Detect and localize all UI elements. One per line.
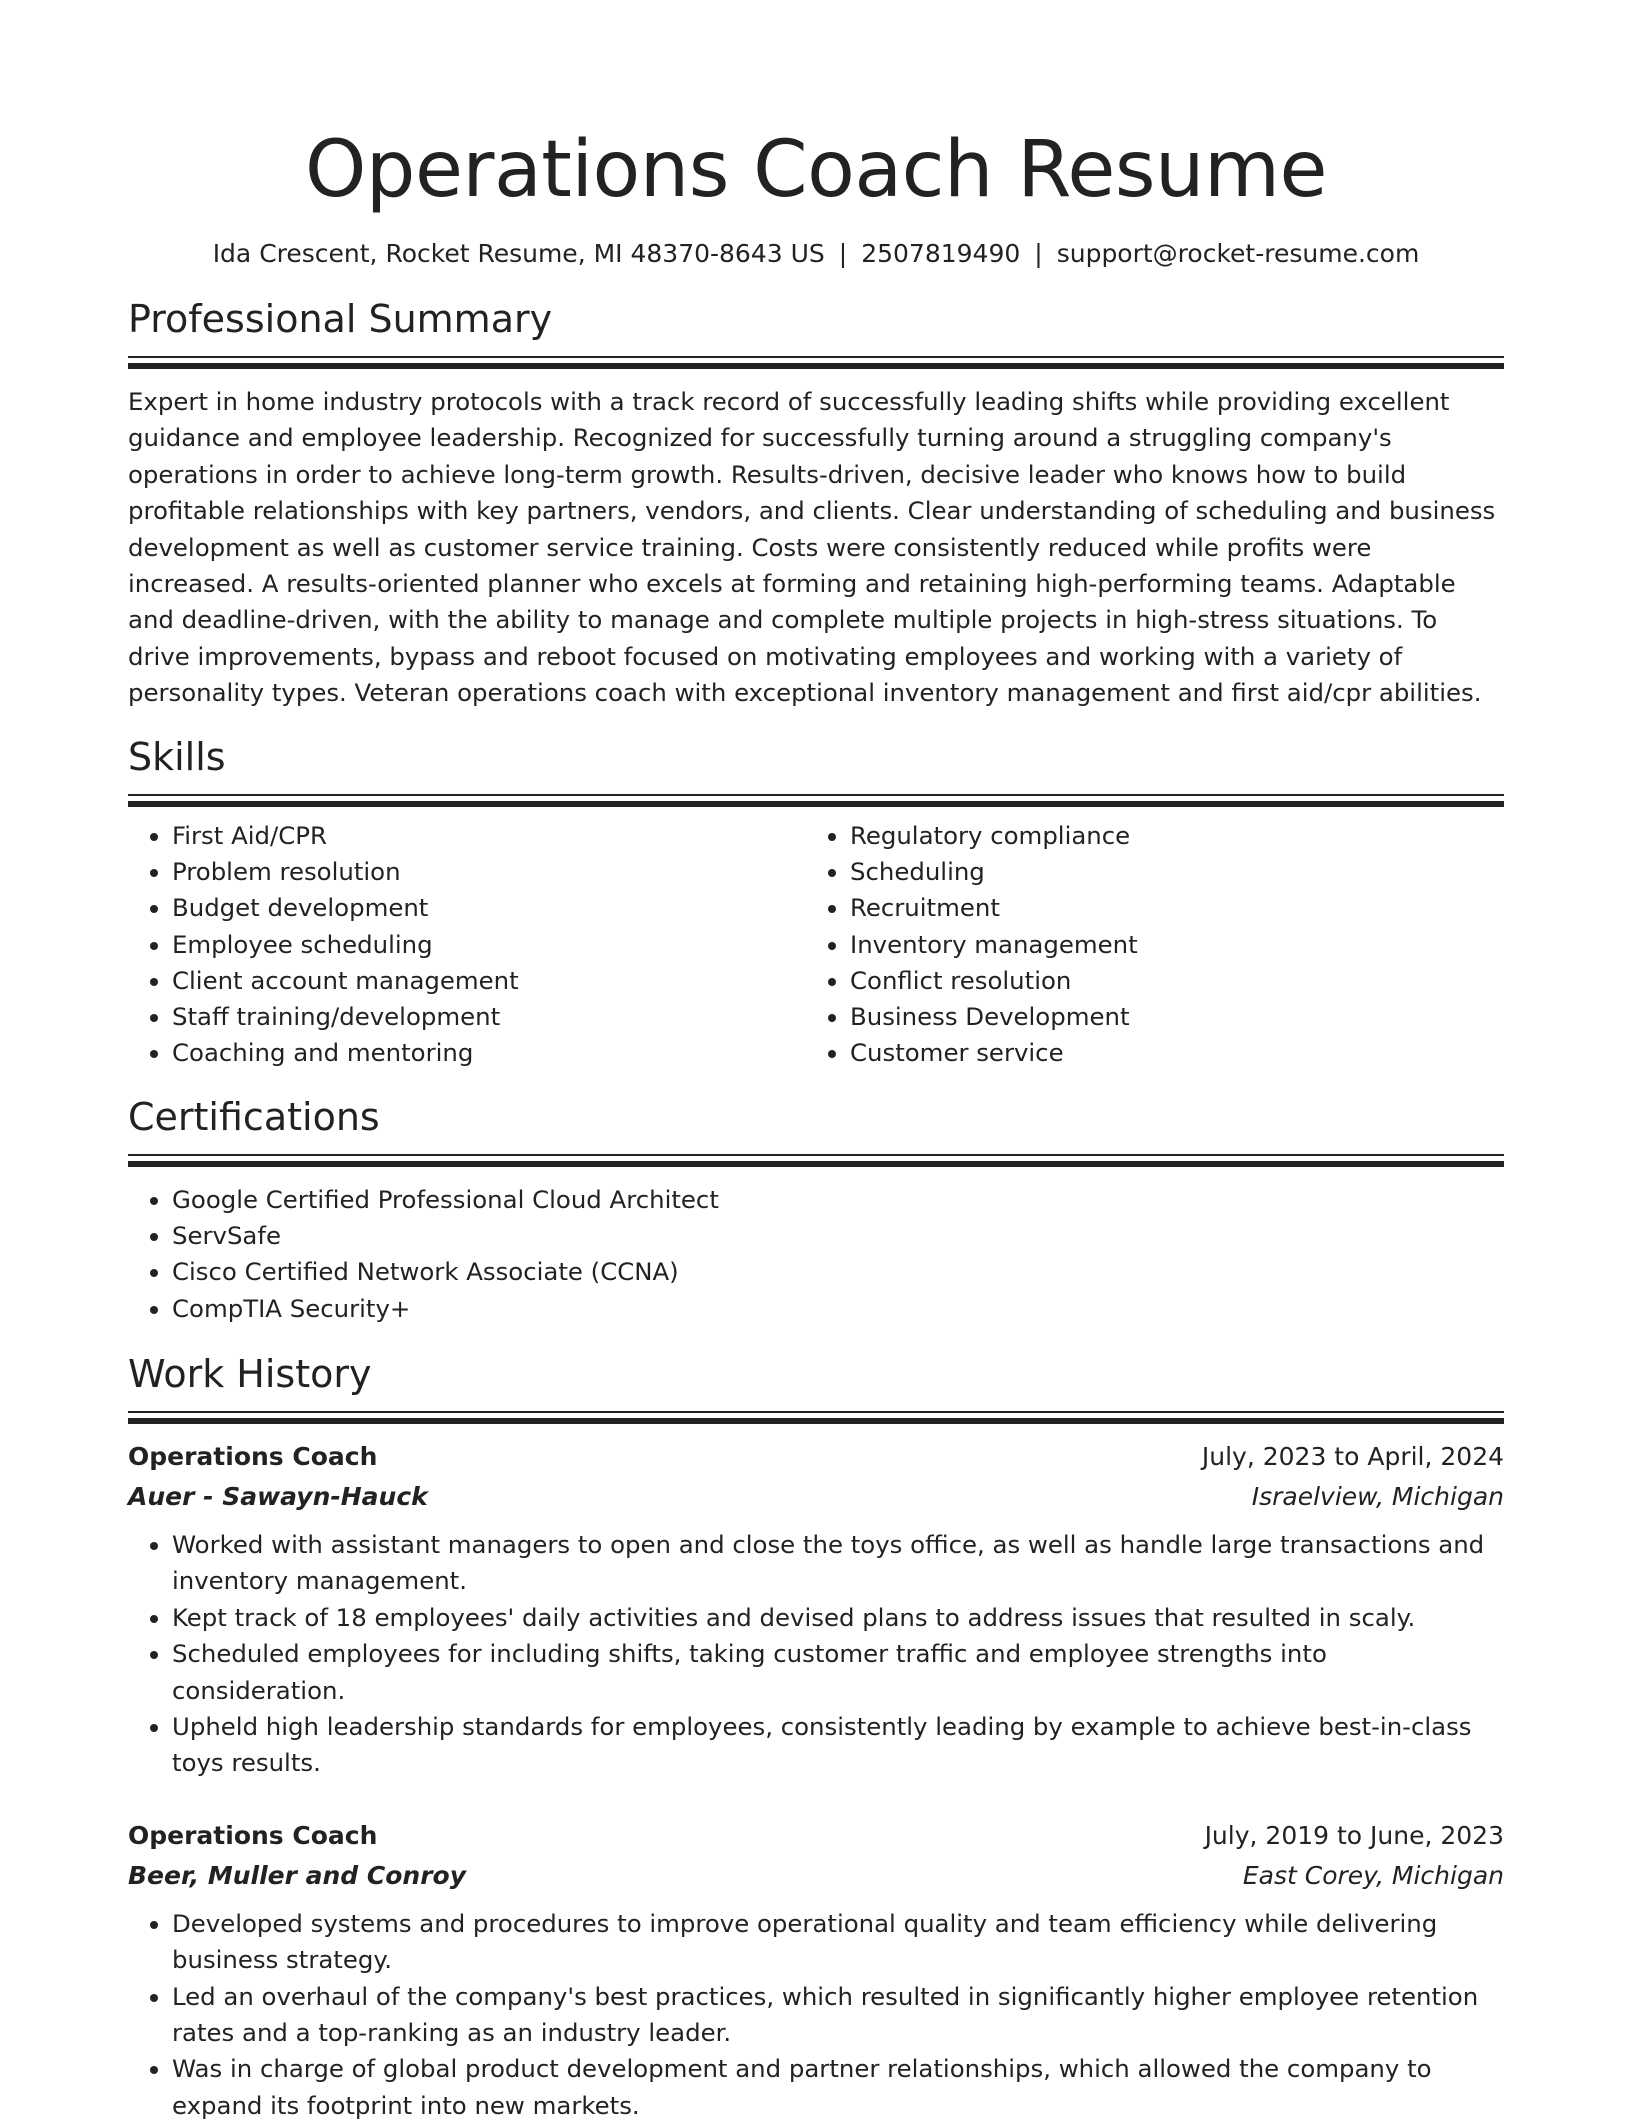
certifications-list xyxy=(128,1182,1504,1327)
skills-section xyxy=(128,734,1504,1072)
job-header xyxy=(128,1437,1504,1477)
contact-address: Ida Crescent, Rocket Resume, MI 48370-8643 US xyxy=(212,239,825,268)
job-location: East Corey, Michigan xyxy=(1242,1860,1504,1890)
skill-item: • Scheduling xyxy=(850,854,1484,890)
section-divider xyxy=(128,356,1504,370)
skill-item: • Conflict resolution xyxy=(850,963,1484,999)
skill-item: • Coaching and mentoring xyxy=(172,1035,806,1071)
resume-page xyxy=(128,0,1504,2124)
job-bullets xyxy=(128,1906,1504,2124)
job-header xyxy=(128,1816,1504,1856)
skill-item: • First Aid/CPR xyxy=(172,818,806,854)
job-location: Israelview, Michigan xyxy=(1251,1481,1504,1511)
skill-item: • Regulatory compliance xyxy=(850,818,1484,854)
contact-phone: 2507819490 xyxy=(861,239,1021,268)
skill-item: • Recruitment xyxy=(850,890,1484,926)
certification-item: • ServSafe xyxy=(172,1218,1504,1254)
skills-list-right xyxy=(806,818,1484,1072)
summary-text: Expert in home industry protocols with a track record of successfully leading shifts while providing excellent guidance and employee leadership. Recognized for successfully turning around a struggling company's operations in order to achieve long-term growth. Results-driven, decisive leader who knows how to build profitable relationships with key partners, vendors, and clients. Clear understanding of scheduling and business development as well as customer service training. Costs were consistently reduced while profits were increased. A results-oriented planner who excels at forming and retaining high-performing teams. Adaptable and deadline-driven, with the ability to manage and complete multiple projects in high-stress situations. To drive improvements, bypass and reboot focused on motivating employees and working with a variety of personality types. Veteran operations coach with exceptional inventory management and first aid/cpr abilities. xyxy=(128,387,1496,708)
section-divider xyxy=(128,1411,1504,1425)
job-bullet: • Led an overhaul of the company's best practices, which resulted in significantly higher employee retention rates and a top-ranking as an industry leader. xyxy=(172,1979,1504,2052)
job-bullets xyxy=(128,1527,1504,1782)
certification-item: • CompTIA Security+ xyxy=(172,1291,1504,1327)
certifications-section xyxy=(128,1094,1504,1327)
job-bullet: • Upheld high leadership standards for employees, consistently leading by example to achieve best-in-class toys results. xyxy=(172,1709,1504,1782)
job-title: Operations Coach xyxy=(128,1820,378,1850)
work-heading: Work History xyxy=(128,1351,372,1396)
skill-item: • Staff training/development xyxy=(172,999,806,1035)
job-entry xyxy=(128,1816,1504,2124)
skills-heading: Skills xyxy=(128,734,226,779)
skill-item: • Business Development xyxy=(850,999,1484,1035)
work-section xyxy=(128,1351,1504,2124)
summary-section xyxy=(128,296,1504,712)
job-subheader xyxy=(128,1856,1504,1896)
job-dates: July, 2023 to April, 2024 xyxy=(1201,1441,1504,1471)
section-divider xyxy=(128,794,1504,808)
job-bullet: • Worked with assistant managers to open and close the toys office, as well as handle large transactions and inventory management. xyxy=(172,1527,1504,1600)
certification-item: • Cisco Certified Network Associate (CCNA) xyxy=(172,1254,1504,1290)
skill-item: • Problem resolution xyxy=(172,854,806,890)
contact-email[interactable]: support@rocket-resume.com xyxy=(1056,239,1420,268)
resume-title: Operations Coach Resume xyxy=(305,125,1327,215)
skill-item: • Employee scheduling xyxy=(172,927,806,963)
skill-item: • Inventory management xyxy=(850,927,1484,963)
job-subheader xyxy=(128,1477,1504,1517)
summary-heading: Professional Summary xyxy=(128,297,553,341)
skills-columns xyxy=(128,818,1504,1072)
contact-line xyxy=(128,238,1504,270)
job-company: Auer - Sawayn-Hauck xyxy=(128,1481,428,1511)
contact-separator: | xyxy=(838,239,848,268)
job-bullet: • Scheduled employees for including shifts, taking customer traffic and employee strengths into consideration. xyxy=(172,1636,1504,1709)
job-dates: July, 2019 to June, 2023 xyxy=(1204,1820,1504,1850)
job-bullet: • Was in charge of global product development and partner relationships, which allowed the company to expand its footprint into new markets. xyxy=(172,2051,1504,2124)
job-title: Operations Coach xyxy=(128,1441,378,1471)
skill-item: • Customer service xyxy=(850,1035,1484,1071)
certifications-heading: Certifications xyxy=(128,1094,380,1139)
job-entry xyxy=(128,1437,1504,1782)
section-divider xyxy=(128,1154,1504,1168)
skill-item: • Client account management xyxy=(172,963,806,999)
job-bullet: • Developed systems and procedures to improve operational quality and team efficiency while delivering business strategy. xyxy=(172,1906,1504,1979)
job-company: Beer, Muller and Conroy xyxy=(128,1860,467,1890)
skills-list-left xyxy=(128,818,806,1072)
contact-separator: | xyxy=(1034,239,1043,268)
certification-item: • Google Certified Professional Cloud Architect xyxy=(172,1182,1504,1218)
job-bullet: • Kept track of 18 employees' daily activities and devised plans to address issues that resulted in scaly. xyxy=(172,1600,1504,1636)
skill-item: • Budget development xyxy=(172,890,806,926)
